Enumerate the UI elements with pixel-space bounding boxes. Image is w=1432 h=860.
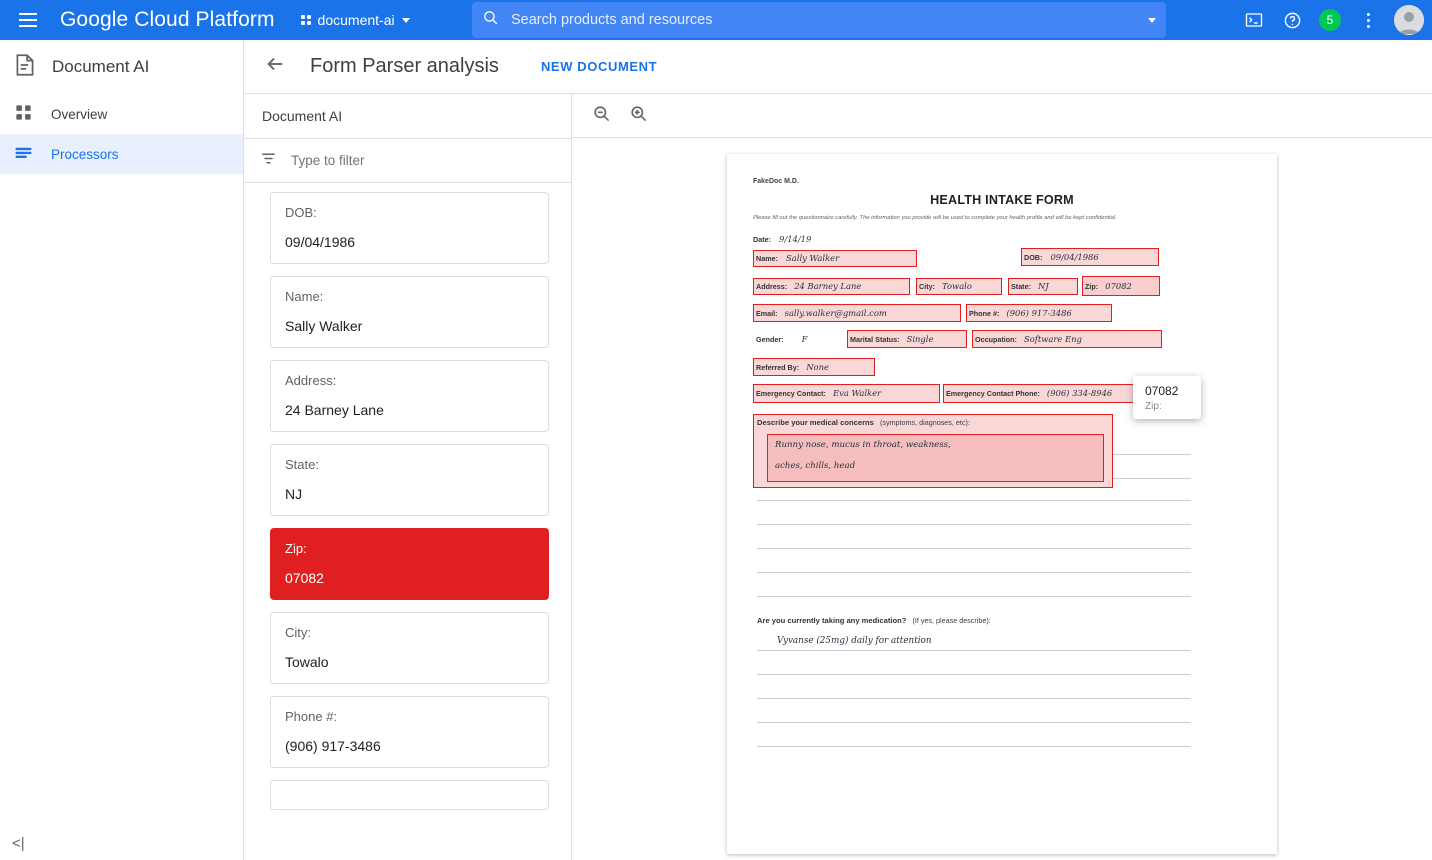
topbar-actions	[1238, 0, 1424, 40]
field-value: Towalo	[285, 654, 329, 670]
extracted-fields-list[interactable]	[244, 184, 571, 860]
field-card-state[interactable]	[270, 444, 549, 516]
notification-count: 5	[1319, 9, 1341, 31]
doc-label-name: Name:	[756, 254, 778, 263]
zoom-in-icon[interactable]	[629, 104, 648, 128]
doc-hint-medication: (If yes, please describe):	[912, 616, 991, 625]
menu-icon[interactable]	[8, 0, 48, 40]
terminal-icon[interactable]	[1238, 4, 1270, 36]
doc-label-occupation: Occupation:	[975, 335, 1017, 344]
doc-label-zip: Zip:	[1085, 282, 1099, 291]
field-value: 07082	[285, 570, 324, 586]
project-selector[interactable]	[301, 12, 410, 28]
project-grid-icon	[301, 15, 311, 25]
doc-value-concerns-line1: Runny nose, mucus in throat, weakness,	[775, 440, 951, 450]
document-ai-icon	[12, 52, 38, 83]
document-stage[interactable]	[572, 138, 1432, 860]
doc-value-gender: F	[801, 334, 808, 344]
field-card-address[interactable]	[270, 360, 549, 432]
doc-label-emergency-contact: Emergency Contact:	[756, 389, 826, 398]
back-arrow-icon[interactable]	[264, 53, 286, 81]
collapse-nav-button[interactable]: <|	[12, 835, 25, 852]
doc-value-zip: 07082	[1105, 281, 1132, 291]
sidebar-item-overview-label: Overview	[51, 106, 108, 122]
field-card-city[interactable]	[270, 612, 549, 684]
doc-subtitle: Please fill out the questionnaire carefully. The information you provide will be used to complete your health profile and will be kept confidential.	[753, 215, 1117, 221]
field-value: Sally Walker	[285, 318, 363, 334]
doc-title: HEALTH INTAKE FORM	[930, 193, 1074, 207]
doc-value-dob: 09/04/1986	[1050, 252, 1099, 262]
doc-value-address: 24 Barney Lane	[794, 281, 862, 291]
doc-label-gender: Gender:	[756, 335, 784, 344]
sidebar-item-processors-label: Processors	[51, 146, 119, 162]
doc-label-medical-concerns: Describe your medical concerns	[757, 418, 874, 427]
doc-label-dob: DOB:	[1024, 253, 1043, 262]
field-card-zip[interactable]	[270, 528, 549, 600]
field-value: (906) 917-3486	[285, 738, 381, 754]
field-tooltip	[1133, 376, 1201, 419]
field-key: State:	[285, 457, 319, 472]
doc-value-date: 9/14/19	[779, 234, 812, 244]
doc-value-phone: (906) 917-3486	[1006, 308, 1072, 318]
search-icon	[482, 9, 499, 31]
field-card-dob[interactable]	[270, 192, 549, 264]
left-navigation	[0, 40, 244, 860]
filter-input[interactable]	[289, 152, 571, 169]
doc-label-state: State:	[1011, 282, 1031, 291]
doc-value-referred-by: None	[806, 362, 829, 372]
doc-label-medication: Are you currently taking any medication?	[757, 616, 907, 625]
doc-brand: FakeDoc M.D.	[753, 178, 799, 185]
field-value: 24 Barney Lane	[285, 402, 384, 418]
doc-label-emergency-phone: Emergency Contact Phone:	[946, 389, 1040, 398]
doc-value-emergency-contact: Eva Walker	[832, 388, 882, 398]
doc-label-city: City:	[919, 282, 935, 291]
tooltip-label: Zip:	[1145, 401, 1162, 412]
project-name: document-ai	[317, 12, 395, 28]
field-card-phone[interactable]	[270, 696, 549, 768]
chevron-down-icon	[402, 18, 410, 23]
product-title: Document AI	[52, 57, 150, 76]
account-avatar[interactable]	[1394, 5, 1424, 35]
field-card-name[interactable]	[270, 276, 549, 348]
doc-value-state: NJ	[1038, 281, 1049, 291]
fields-panel	[244, 94, 572, 860]
field-key: Name:	[285, 289, 324, 304]
content-header	[244, 40, 1432, 94]
product-title-row	[0, 40, 243, 94]
field-value: NJ	[285, 486, 303, 502]
doc-value-marital-status: Single	[906, 334, 934, 344]
doc-value-emergency-phone: (906) 334-8946	[1046, 388, 1113, 398]
doc-value-medication: Vyvanse (25mg) daily for attention	[777, 636, 932, 646]
field-key: City:	[285, 625, 311, 640]
notifications-icon[interactable]	[1314, 4, 1346, 36]
tooltip-value: 07082	[1145, 384, 1179, 398]
document-page[interactable]	[727, 154, 1277, 854]
field-value: 09/04/1986	[285, 234, 356, 250]
google-cloud-platform-logo: Google Cloud Platform	[60, 8, 275, 31]
global-search[interactable]	[472, 2, 1166, 38]
doc-value-name: Sally Walker	[786, 253, 840, 263]
doc-value-city: Towalo	[942, 281, 972, 291]
filter-row[interactable]	[244, 139, 571, 183]
breadcrumb: Document AI	[244, 94, 571, 139]
page-title: Form Parser analysis	[310, 55, 499, 77]
doc-label-referred-by: Referred By:	[756, 363, 800, 372]
viewer-toolbar	[572, 94, 1432, 138]
processors-icon	[14, 143, 33, 165]
field-key: Zip:	[285, 541, 307, 556]
document-content	[753, 178, 1251, 814]
top-app-bar	[0, 0, 1432, 40]
search-input[interactable]	[509, 11, 1148, 29]
doc-hint-medical-concerns: (symptoms, diagnoses, etc):	[879, 418, 970, 427]
doc-value-email: sally.walker@gmail.com	[784, 308, 887, 318]
filter-icon	[260, 150, 277, 172]
doc-value-occupation: Software Eng	[1024, 334, 1082, 344]
more-options-icon[interactable]	[1352, 4, 1384, 36]
doc-label-marital-status: Marital Status:	[850, 335, 900, 344]
doc-label-address: Address:	[756, 282, 788, 291]
sidebar-item-processors[interactable]	[0, 134, 243, 174]
search-chevron-down-icon[interactable]	[1148, 18, 1156, 23]
doc-label-date: Date:	[753, 235, 771, 244]
field-key: Address:	[285, 373, 337, 388]
field-card-next[interactable]	[270, 780, 549, 810]
doc-value-concerns-line2: aches, chills, head	[775, 461, 856, 471]
doc-label-phone: Phone #:	[969, 309, 1000, 318]
sidebar-item-overview[interactable]	[0, 94, 243, 134]
zoom-out-icon[interactable]	[592, 104, 611, 128]
new-document-button[interactable]: NEW DOCUMENT	[540, 59, 658, 74]
field-key: Phone #:	[285, 709, 338, 724]
field-key: DOB:	[285, 205, 317, 220]
doc-label-email: Email:	[756, 309, 778, 318]
document-viewer	[572, 94, 1432, 860]
dashboard-icon	[14, 103, 33, 125]
help-icon[interactable]	[1276, 4, 1308, 36]
